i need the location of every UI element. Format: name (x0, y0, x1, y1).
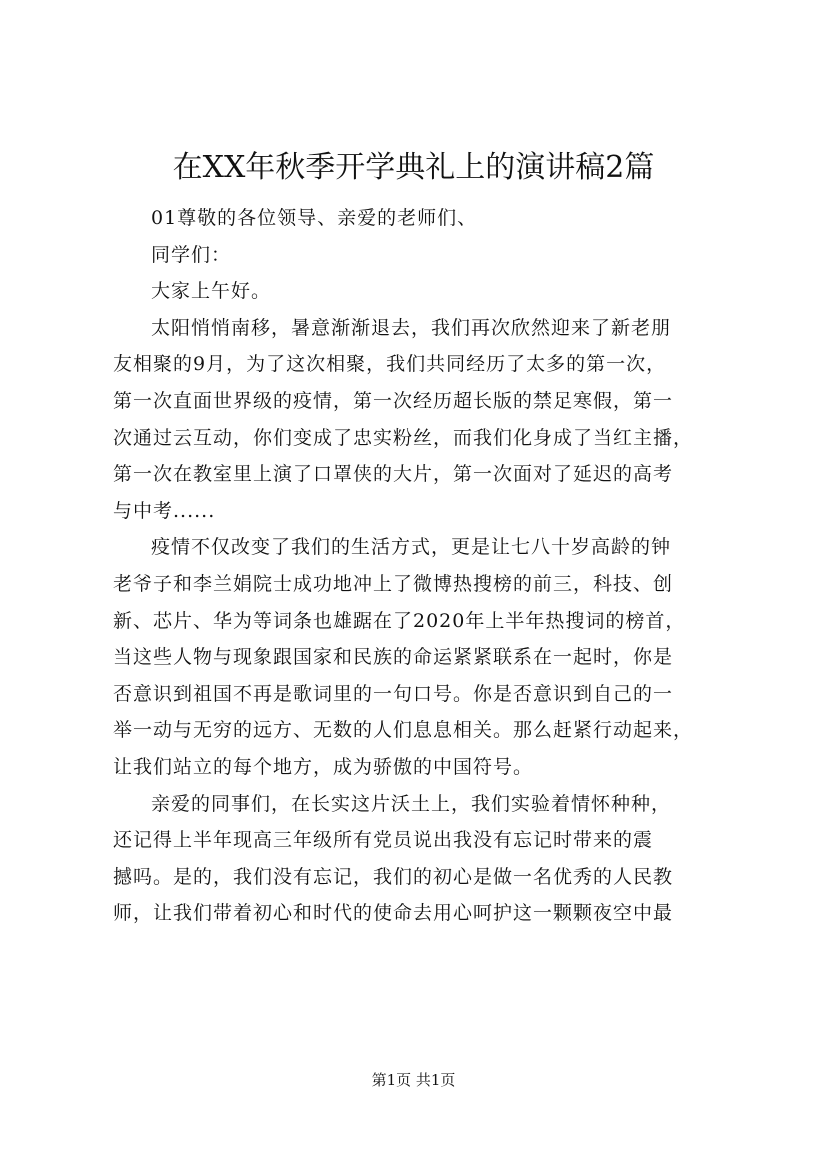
paragraph-line: 亲爱的同事们，在长实这片沃土上，我们实验着情怀种种， (151, 792, 672, 815)
paragraph-line: 当这些人物与现象跟国家和民族的命运紧紧联系在一起时，你是 (113, 646, 674, 669)
paragraph-line: 老爷子和李兰娟院士成功地冲上了微博热搜榜的前三，科技、创 (113, 572, 674, 595)
paragraph-line: 撼吗。是的，我们没有忘记，我们的初心是做一名优秀的人民教 (113, 865, 674, 888)
paragraph-line: 大家上午好。 (151, 280, 272, 303)
page-footer: 第1页 共1页 (371, 1071, 456, 1089)
paragraph-line: 与中考...... (113, 499, 216, 522)
paragraph-line: 同学们： (151, 243, 232, 266)
paragraph-line: 次通过云互动，你们变成了忠实粉丝，而我们化身成了当红主播， (113, 426, 694, 449)
paragraph-line: 第一次直面世界级的疫情，第一次经历超长版的禁足寒假，第一 (113, 389, 674, 412)
paragraph-line: 师，让我们带着初心和时代的使命去用心呵护这一颗颗夜空中最 (113, 902, 674, 925)
document-title: 在XX年秋季开学典礼上的演讲稿2篇 (172, 150, 655, 185)
paragraph-line: 01尊敬的各位领导、亲爱的老师们、 (151, 207, 478, 229)
paragraph-line: 否意识到祖国不再是歌词里的一句口号。你是否意识到自己的一 (113, 682, 674, 705)
paragraph-line: 还记得上半年现高三年级所有党员说出我没有忘记时带来的震 (113, 829, 654, 852)
paragraph-line: 友相聚的9月，为了这次相聚，我们共同经历了太多的第一次， (113, 353, 667, 376)
paragraph-line: 让我们站立的每个地方，成为骄傲的中国符号。 (113, 755, 534, 778)
paragraph-line: 新、芯片、华为等词条也雄踞在了2020年上半年热搜词的榜首， (113, 609, 686, 632)
paragraph-line: 第一次在教室里上演了口罩侠的大片，第一次面对了延迟的高考 (113, 463, 674, 486)
paragraph-line: 太阳悄悄南移，暑意渐渐退去，我们再次欣然迎来了新老朋 (151, 316, 672, 339)
paragraph-line: 举一动与无穷的远方、无数的人们息息相关。那么赶紧行动起来， (113, 719, 694, 742)
paragraph-line: 疫情不仅改变了我们的生活方式，更是让七八十岁高龄的钟 (151, 536, 672, 559)
document-body (113, 200, 723, 932)
